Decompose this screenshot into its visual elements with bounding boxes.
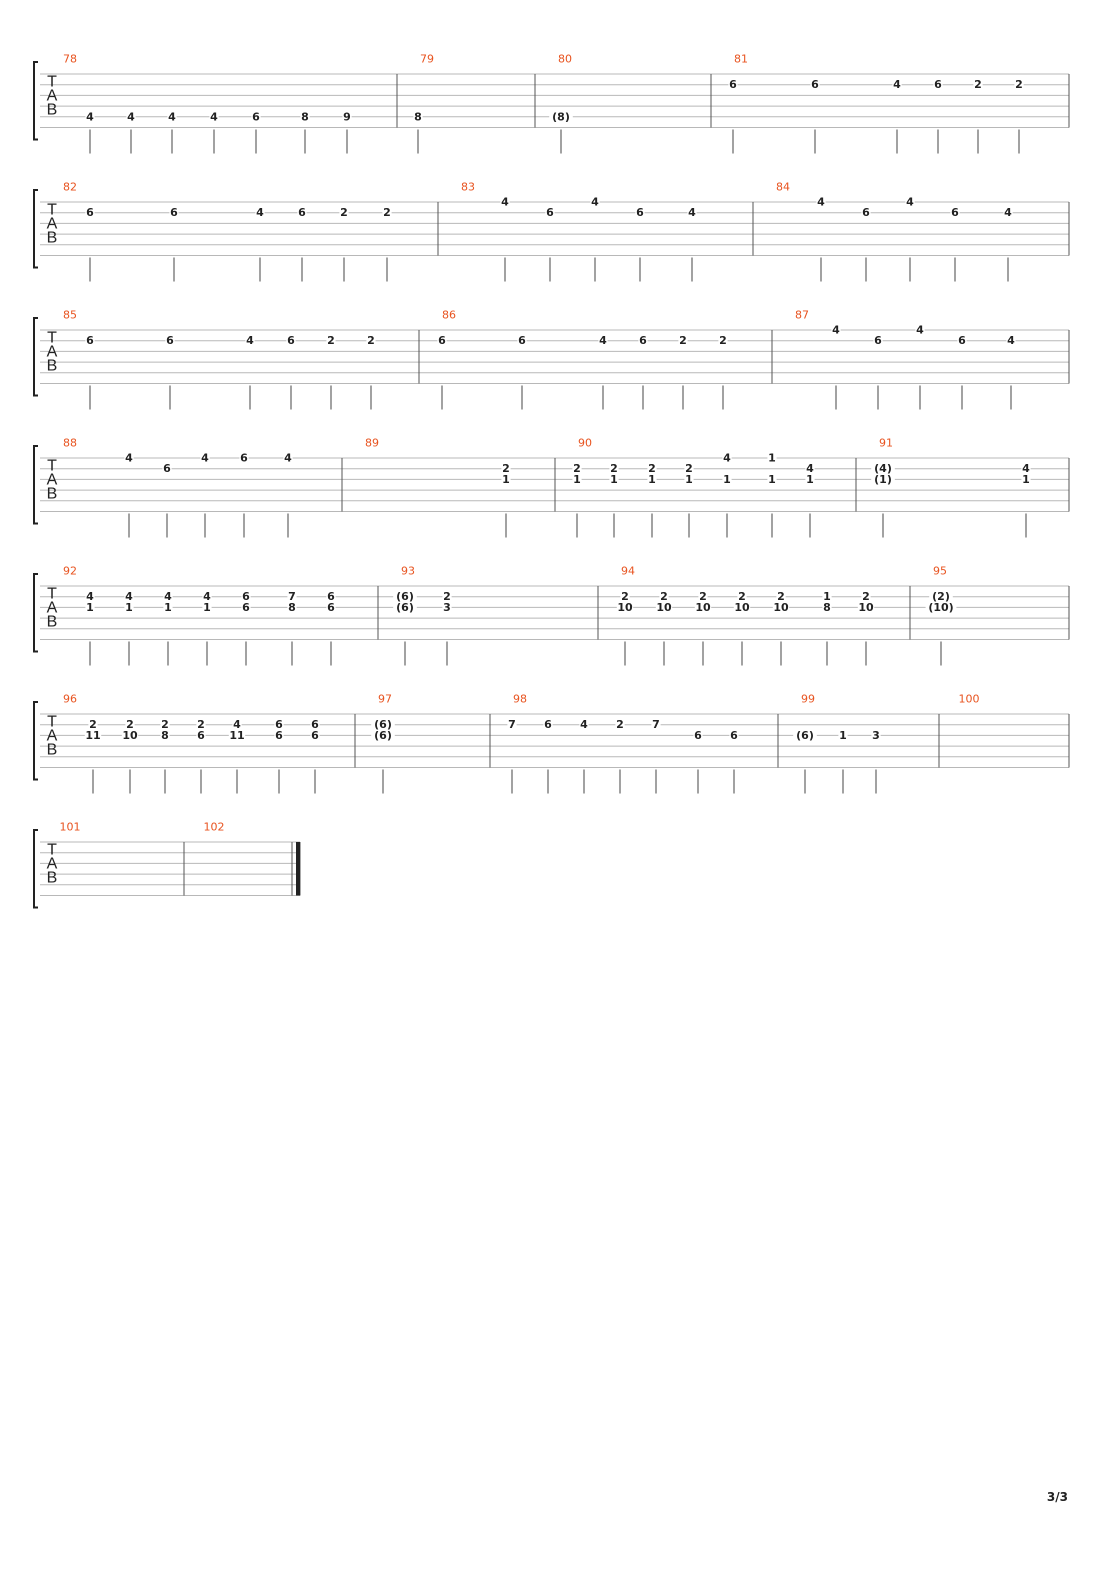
fret-number: 4 (201, 451, 209, 465)
tab-clef-letter: T (47, 73, 57, 91)
fret-number: 4 (125, 590, 133, 604)
fret-number: 7 (652, 718, 660, 732)
fret-number: (4) (874, 462, 892, 476)
fret-number: 4 (168, 110, 176, 124)
fret-number: 1 (1022, 472, 1030, 486)
fret-number: 4 (806, 462, 814, 476)
measure-number: 90 (578, 436, 592, 450)
measure-number: 93 (401, 564, 415, 578)
fret-number: 1 (610, 472, 618, 486)
fret-number: 1 (164, 600, 172, 614)
fret-number: 4 (723, 451, 731, 465)
fret-number: 4 (246, 334, 254, 348)
tab-system (34, 574, 1069, 666)
fret-number: 4 (916, 323, 924, 337)
fret-number: 4 (817, 195, 825, 209)
fret-number: 2 (367, 334, 375, 348)
tab-system (34, 62, 1069, 154)
measure-number: 89 (365, 436, 379, 450)
fret-number: 10 (656, 600, 672, 614)
tab-clef-letter: T (47, 713, 57, 731)
fret-number: 1 (768, 472, 776, 486)
fret-number: 10 (695, 600, 711, 614)
tab-clef-letter: B (46, 485, 58, 503)
tab-system (34, 830, 300, 908)
fret-number: 2 (340, 206, 348, 220)
fret-number: 2 (862, 590, 870, 604)
fret-number: 6 (86, 334, 94, 348)
fret-number: 6 (544, 718, 552, 732)
fret-number: 11 (85, 728, 101, 742)
tab-system (34, 702, 1069, 794)
system-bracket (34, 830, 38, 908)
fret-number: 6 (170, 206, 178, 220)
fret-number: 4 (284, 451, 292, 465)
measure-number: 101 (59, 820, 81, 834)
fret-number: 6 (934, 78, 942, 92)
fret-number: 8 (161, 728, 169, 742)
fret-number: (6) (374, 728, 392, 742)
fret-number: 4 (906, 195, 914, 209)
tab-system (34, 318, 1069, 410)
measure-number: 79 (420, 52, 434, 66)
fret-number: 2 (161, 718, 169, 732)
tab-clef-letter: B (46, 613, 58, 631)
fret-number: 6 (163, 462, 171, 476)
fret-number: 7 (508, 718, 516, 732)
fret-number: 6 (311, 728, 319, 742)
fret-number: 1 (648, 472, 656, 486)
fret-number: 10 (773, 600, 789, 614)
measure-number: 94 (621, 564, 635, 578)
fret-number: 6 (874, 334, 882, 348)
fret-number: 3 (872, 728, 880, 742)
fret-number: 8 (823, 600, 831, 614)
system-bracket (34, 190, 38, 268)
system-bracket (34, 62, 38, 140)
fret-number: 2 (573, 462, 581, 476)
fret-number: 4 (125, 451, 133, 465)
tab-clef-letter: T (47, 841, 57, 859)
fret-number: 6 (546, 206, 554, 220)
fret-number: 2 (197, 718, 205, 732)
fret-number: 2 (621, 590, 629, 604)
fret-number: 4 (599, 334, 607, 348)
measure-number: 82 (63, 180, 77, 194)
fret-number: 2 (738, 590, 746, 604)
tab-clef-letter: A (46, 855, 58, 873)
fret-number: 4 (164, 590, 172, 604)
fret-number: 2 (974, 78, 982, 92)
measure-number: 98 (513, 692, 527, 706)
fret-number: 6 (166, 334, 174, 348)
fret-number: 4 (688, 206, 696, 220)
fret-number: 2 (679, 334, 687, 348)
fret-number: 6 (86, 206, 94, 220)
measure-number: 96 (63, 692, 77, 706)
fret-number: 2 (699, 590, 707, 604)
measure-number: 85 (63, 308, 77, 322)
fret-number: 6 (327, 600, 335, 614)
fret-number: 6 (242, 600, 250, 614)
fret-number: 6 (240, 451, 248, 465)
fret-number: 4 (256, 206, 264, 220)
system-bracket (34, 318, 38, 396)
measure-number: 83 (461, 180, 475, 194)
fret-number: 4 (580, 718, 588, 732)
fret-number: 1 (502, 472, 510, 486)
fret-number: 2 (616, 718, 624, 732)
fret-number: 6 (275, 728, 283, 742)
fret-number: 2 (610, 462, 618, 476)
system-bracket (34, 574, 38, 652)
fret-number: 4 (127, 110, 135, 124)
fret-number: 4 (203, 590, 211, 604)
tab-clef-letter: T (47, 585, 57, 603)
tab-clef-letter: A (46, 471, 58, 489)
measure-number: 88 (63, 436, 77, 450)
fret-number: 4 (86, 110, 94, 124)
measure-number: 78 (63, 52, 77, 66)
tab-clef-letter: A (46, 343, 58, 361)
measure-number: 80 (558, 52, 572, 66)
fret-number: 6 (811, 78, 819, 92)
fret-number: 6 (639, 334, 647, 348)
tab-clef-letter: B (46, 741, 58, 759)
fret-number: 8 (414, 110, 422, 124)
measure-number: 99 (801, 692, 815, 706)
fret-number: 1 (86, 600, 94, 614)
measure-number: 81 (734, 52, 748, 66)
fret-number: 4 (86, 590, 94, 604)
fret-number: 8 (288, 600, 296, 614)
tab-clef-letter: A (46, 727, 58, 745)
fret-number: 3 (443, 600, 451, 614)
fret-number: 10 (734, 600, 750, 614)
fret-number: 4 (1004, 206, 1012, 220)
fret-number: 6 (636, 206, 644, 220)
fret-number: 4 (501, 195, 509, 209)
fret-number: 6 (327, 590, 335, 604)
measure-number: 95 (933, 564, 947, 578)
fret-number: 1 (125, 600, 133, 614)
fret-number: (6) (396, 600, 414, 614)
fret-number: 2 (648, 462, 656, 476)
fret-number: 6 (438, 334, 446, 348)
measure-number: 97 (378, 692, 392, 706)
fret-number: 2 (719, 334, 727, 348)
fret-number: (6) (396, 590, 414, 604)
fret-number: (6) (374, 718, 392, 732)
fret-number: 1 (685, 472, 693, 486)
fret-number: (6) (796, 728, 814, 742)
fret-number: (2) (932, 590, 950, 604)
fret-number: (8) (552, 110, 570, 124)
fret-number: 1 (823, 590, 831, 604)
tab-clef-letter: T (47, 457, 57, 475)
fret-number: 4 (591, 195, 599, 209)
fret-number: 4 (832, 323, 840, 337)
fret-number: 4 (1007, 334, 1015, 348)
measure-number: 87 (795, 308, 809, 322)
tab-clef-letter: T (47, 329, 57, 347)
fret-number: 6 (275, 718, 283, 732)
fret-number: 6 (298, 206, 306, 220)
fret-number: 6 (518, 334, 526, 348)
fret-number: 6 (287, 334, 295, 348)
measure-number: 86 (442, 308, 456, 322)
fret-number: 1 (203, 600, 211, 614)
tab-clef-letter: A (46, 215, 58, 233)
fret-number: 1 (723, 472, 731, 486)
measure-number: 102 (203, 820, 225, 834)
tab-clef-letter: B (46, 357, 58, 375)
fret-number: 6 (862, 206, 870, 220)
fret-number: 1 (806, 472, 814, 486)
fret-number: 8 (301, 110, 309, 124)
tab-clef-letter: B (46, 869, 58, 887)
system-bracket (34, 702, 38, 780)
fret-number: 9 (343, 110, 351, 124)
fret-number: 2 (126, 718, 134, 732)
fret-number: 10 (858, 600, 874, 614)
fret-number: 2 (1015, 78, 1023, 92)
page-number: 3/3 (1046, 1490, 1068, 1504)
fret-number: 4 (1022, 462, 1030, 476)
fret-number: 1 (839, 728, 847, 742)
fret-number: 2 (502, 462, 510, 476)
fret-number: 2 (685, 462, 693, 476)
fret-number: 6 (951, 206, 959, 220)
fret-number: 6 (242, 590, 250, 604)
fret-number: (10) (928, 600, 954, 614)
fret-number: 2 (443, 590, 451, 604)
tab-clef-letter: B (46, 229, 58, 247)
fret-number: 6 (958, 334, 966, 348)
tab-system (34, 446, 1069, 538)
fret-number: 10 (122, 728, 138, 742)
tab-clef-letter: A (46, 599, 58, 617)
fret-number: 10 (617, 600, 633, 614)
fret-number: 6 (252, 110, 260, 124)
fret-number: 2 (660, 590, 668, 604)
measure-number: 100 (958, 692, 980, 706)
measure-number: 91 (879, 436, 893, 450)
fret-number: 4 (233, 718, 241, 732)
fret-number: 6 (730, 728, 738, 742)
measure-number: 84 (776, 180, 790, 194)
tab-clef-letter: A (46, 87, 58, 105)
fret-number: 4 (893, 78, 901, 92)
fret-number: 4 (210, 110, 218, 124)
final-barline (296, 842, 300, 896)
fret-number: 6 (729, 78, 737, 92)
fret-number: 2 (383, 206, 391, 220)
fret-number: 2 (89, 718, 97, 732)
fret-number: 6 (694, 728, 702, 742)
fret-number: 6 (197, 728, 205, 742)
fret-number: 6 (311, 718, 319, 732)
fret-number: 1 (573, 472, 581, 486)
fret-number: (1) (874, 472, 892, 486)
fret-number: 2 (327, 334, 335, 348)
fret-number: 7 (288, 590, 296, 604)
fret-number: 11 (229, 728, 245, 742)
fret-number: 2 (777, 590, 785, 604)
measure-number: 92 (63, 564, 77, 578)
system-bracket (34, 446, 38, 524)
tab-clef-letter: B (46, 101, 58, 119)
tab-clef-letter: T (47, 201, 57, 219)
fret-number: 1 (768, 451, 776, 465)
